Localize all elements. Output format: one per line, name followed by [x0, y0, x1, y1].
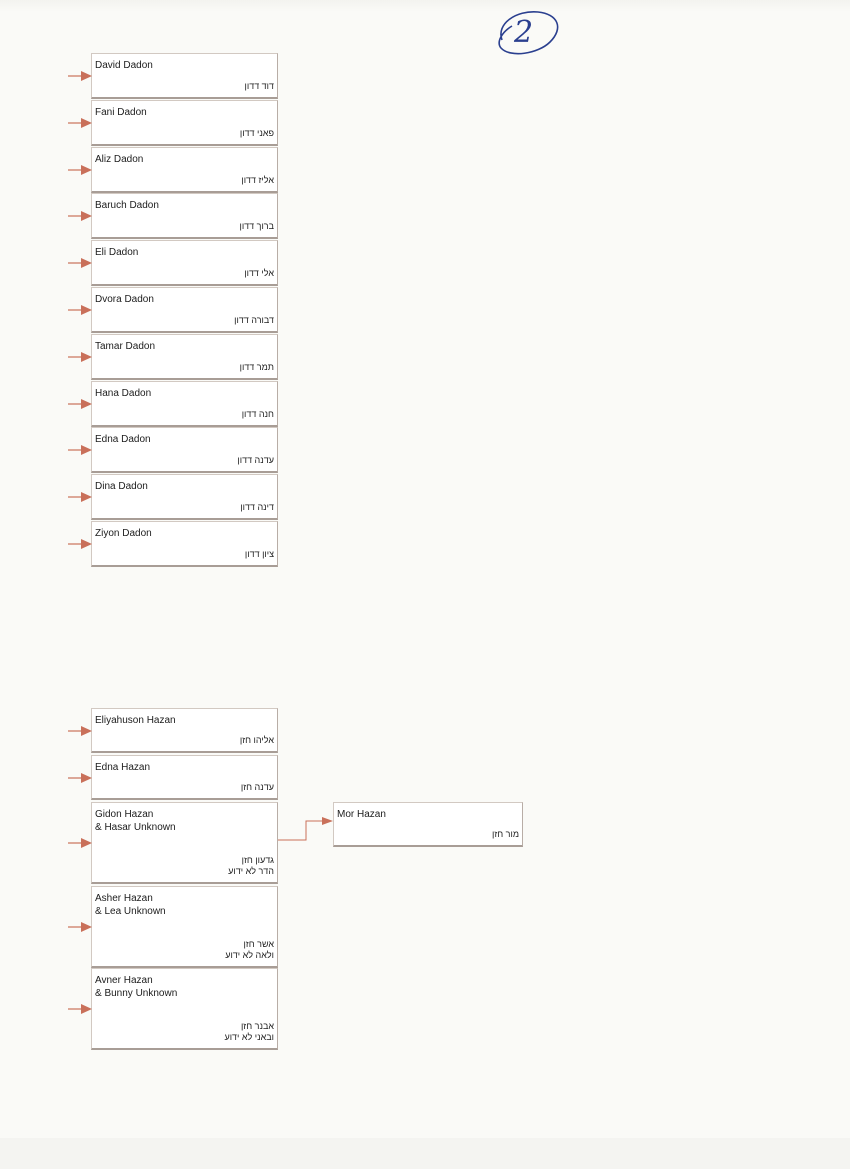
parent-child-connector: [278, 817, 334, 845]
person-hebrew-name: ציון דדון: [244, 549, 274, 559]
page-bottom-edge: [0, 1138, 850, 1169]
person-box-hana-dadon[interactable]: [91, 381, 278, 427]
person-hebrew-name: אליהו חזן: [239, 735, 274, 745]
person-hebrew-name: גדעון חזן הדר לא ידוע: [228, 855, 274, 876]
person-latin-name: Aliz Dadon: [95, 154, 144, 165]
incoming-arrow-icon: [68, 1003, 92, 1015]
incoming-arrow-icon: [68, 164, 92, 176]
incoming-arrow-icon: [68, 772, 92, 784]
person-latin-name: Ziyon Dadon: [95, 528, 152, 539]
incoming-arrow-icon: [68, 210, 92, 222]
person-box-edna-hazan[interactable]: [91, 755, 278, 800]
page-number: 2: [514, 15, 534, 50]
incoming-arrow-icon: [68, 725, 92, 737]
person-hebrew-name: אלי דדון: [244, 268, 274, 278]
person-hebrew-name: מור חזן: [492, 829, 519, 839]
incoming-arrow-icon: [68, 117, 92, 129]
incoming-arrow-icon: [68, 304, 92, 316]
person-box-fani-dadon[interactable]: [91, 100, 278, 146]
person-hebrew-name: אליז דדון: [241, 175, 274, 185]
person-latin-name: Eli Dadon: [95, 247, 139, 258]
person-hebrew-name: חנה דדון: [241, 409, 274, 419]
page-number-mark: [492, 6, 564, 62]
person-box-dvora-dadon[interactable]: [91, 287, 278, 333]
page-top-tint: [0, 0, 850, 12]
person-box-mor-hazan[interactable]: [333, 802, 523, 847]
person-box-asher-hazan[interactable]: [91, 886, 278, 968]
incoming-arrow-icon: [68, 837, 92, 849]
person-latin-name: Avner Hazan & Bunny Unknown: [95, 975, 178, 999]
person-box-ziyon-dadon[interactable]: [91, 521, 278, 567]
person-hebrew-name: תמר דדון: [239, 362, 274, 372]
person-latin-name: Hana Dadon: [95, 388, 152, 399]
person-latin-name: Edna Dadon: [95, 434, 151, 445]
person-latin-name: Baruch Dadon: [95, 200, 159, 211]
person-latin-name: Gidon Hazan & Hasar Unknown: [95, 809, 176, 833]
person-hebrew-name: פאני דדון: [239, 128, 274, 138]
person-box-gidon-hazan[interactable]: [91, 802, 278, 884]
person-hebrew-name: עדנה דדון: [237, 455, 274, 465]
person-latin-name: Dvora Dadon: [95, 294, 154, 305]
person-hebrew-name: ברוך דדון: [239, 221, 274, 231]
person-box-eli-dadon[interactable]: [91, 240, 278, 286]
person-latin-name: Fani Dadon: [95, 107, 147, 118]
incoming-arrow-icon: [68, 257, 92, 269]
person-box-dina-dadon[interactable]: [91, 474, 278, 520]
incoming-arrow-icon: [68, 444, 92, 456]
person-latin-name: Asher Hazan & Lea Unknown: [95, 893, 166, 917]
person-box-eliyahuson-hazan[interactable]: [91, 708, 278, 753]
incoming-arrow-icon: [68, 70, 92, 82]
person-hebrew-name: עדנה חזן: [240, 782, 274, 792]
person-box-david-dadon[interactable]: [91, 53, 278, 99]
person-latin-name: Eliyahuson Hazan: [95, 715, 176, 726]
person-latin-name: Dina Dadon: [95, 481, 148, 492]
person-box-tamar-dadon[interactable]: [91, 334, 278, 380]
person-box-baruch-dadon[interactable]: [91, 193, 278, 239]
incoming-arrow-icon: [68, 538, 92, 550]
person-latin-name: Mor Hazan: [337, 809, 386, 820]
person-latin-name: Edna Hazan: [95, 762, 151, 773]
person-box-avner-hazan[interactable]: [91, 968, 278, 1050]
person-hebrew-name: דינה דדון: [240, 502, 274, 512]
person-hebrew-name: דבורה דדון: [234, 315, 274, 325]
person-latin-name: David Dadon: [95, 60, 153, 71]
incoming-arrow-icon: [68, 398, 92, 410]
person-hebrew-name: אשר חזן ולאה לא ידוע: [225, 939, 274, 960]
person-box-aliz-dadon[interactable]: [91, 147, 278, 193]
incoming-arrow-icon: [68, 921, 92, 933]
incoming-arrow-icon: [68, 491, 92, 503]
person-hebrew-name: אבנר חזן ובאני לא ידוע: [224, 1021, 274, 1042]
person-hebrew-name: דוד דדון: [244, 81, 274, 91]
person-box-edna-dadon[interactable]: [91, 427, 278, 473]
person-latin-name: Tamar Dadon: [95, 341, 156, 352]
incoming-arrow-icon: [68, 351, 92, 363]
